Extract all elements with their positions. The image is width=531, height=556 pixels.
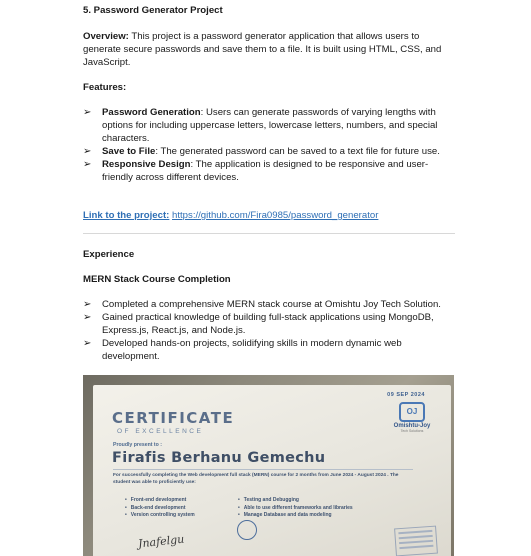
name-underline (113, 469, 413, 470)
arrow-bullet-icon: ➢ (83, 159, 92, 170)
skills-right-list (238, 497, 353, 520)
skill-item: • Back-end development (125, 505, 195, 513)
skill-item: • Front-end development (125, 497, 195, 505)
skill-item: • Able to use different frameworks and libraries (238, 505, 353, 513)
experience-text: Completed a comprehensive MERN stack course at Omishtu Joy Tech Solution. (102, 299, 441, 310)
experience-text: Developed hands-on projects, solidifying skills in modern dynamic web development. (102, 338, 402, 362)
features-heading: Features: (83, 82, 127, 93)
certificate (93, 385, 451, 556)
recipient-name: Firafis Berhanu Gemechu (112, 450, 326, 466)
arrow-bullet-icon: ➢ (83, 146, 92, 157)
skill-item: • Manage Database and data modeling (238, 512, 353, 520)
seal-icon (237, 520, 257, 540)
feature-label: Save to File (102, 146, 156, 157)
skills-left-list (125, 497, 195, 520)
arrow-bullet-icon: ➢ (83, 107, 92, 118)
course-title: MERN Stack Course Completion (83, 274, 231, 285)
feature-text: : The generated password can be saved to a text file for future use. (155, 146, 440, 157)
stamp-icon (394, 526, 438, 556)
logo-icon: OJ (399, 402, 425, 422)
certificate-photo (83, 375, 454, 556)
certificate-subtitle: OF EXCELLENCE (117, 428, 204, 435)
arrow-bullet-icon: ➢ (83, 338, 92, 349)
feature-label: Responsive Design (102, 159, 191, 170)
skill-item: • Version controlling system (125, 512, 195, 520)
feature-text: : The application is designed to be responsive and user-friendly across different devices. (102, 159, 429, 183)
certificate-date: 09 SEP 2024 (387, 392, 425, 398)
company-logo (391, 402, 433, 433)
overview-paragraph (83, 30, 453, 69)
presented-to: Proudly present to : (113, 442, 162, 448)
feature-label: Password Generation (102, 107, 201, 118)
experience-heading: Experience (83, 249, 135, 260)
project-link[interactable]: https://github.com/Fira0985/password_generator (172, 210, 379, 221)
signature: Jnafelgu (137, 532, 185, 551)
overview-text: This project is a password generator application that allows users to generate secure passwords and save them to a file. It is built using HTML, CSS, and JavaScript. (83, 31, 442, 68)
arrow-bullet-icon: ➢ (83, 312, 92, 323)
overview-label: Overview: (83, 31, 129, 42)
project-link-label: Link to the project: (83, 210, 170, 221)
project-heading: 5. Password Generator Project (83, 5, 223, 16)
skill-item: • Testing and Debugging (238, 497, 353, 505)
experience-item (83, 311, 453, 337)
feature-text: : Users can generate passwords of varying lengths with options for including uppercase letters, lowercase letters, numbers, and special characters. (102, 107, 438, 144)
experience-item (83, 337, 453, 363)
feature-item (83, 145, 453, 158)
project-link-line (83, 209, 453, 222)
features-list (83, 106, 453, 184)
section-divider (83, 233, 455, 234)
experience-text: Gained practical knowledge of building full-stack applications using MongoDB, Express.js, React.js, and Node.js. (102, 312, 434, 336)
experience-item (83, 298, 453, 311)
arrow-bullet-icon: ➢ (83, 299, 92, 310)
logo-text: Omishtu-Joy (393, 423, 431, 429)
certificate-title: CERTIFICATE (112, 409, 235, 427)
logo-subtext: Tech Solutions (400, 429, 424, 433)
feature-item (83, 158, 453, 184)
certificate-description: For successfully completing the Web development full stack (MERN) course for 2 months from June 2024 - August 2024 . The student was able to proficiently use: (113, 473, 399, 485)
feature-item (83, 106, 453, 145)
experience-list (83, 298, 453, 363)
